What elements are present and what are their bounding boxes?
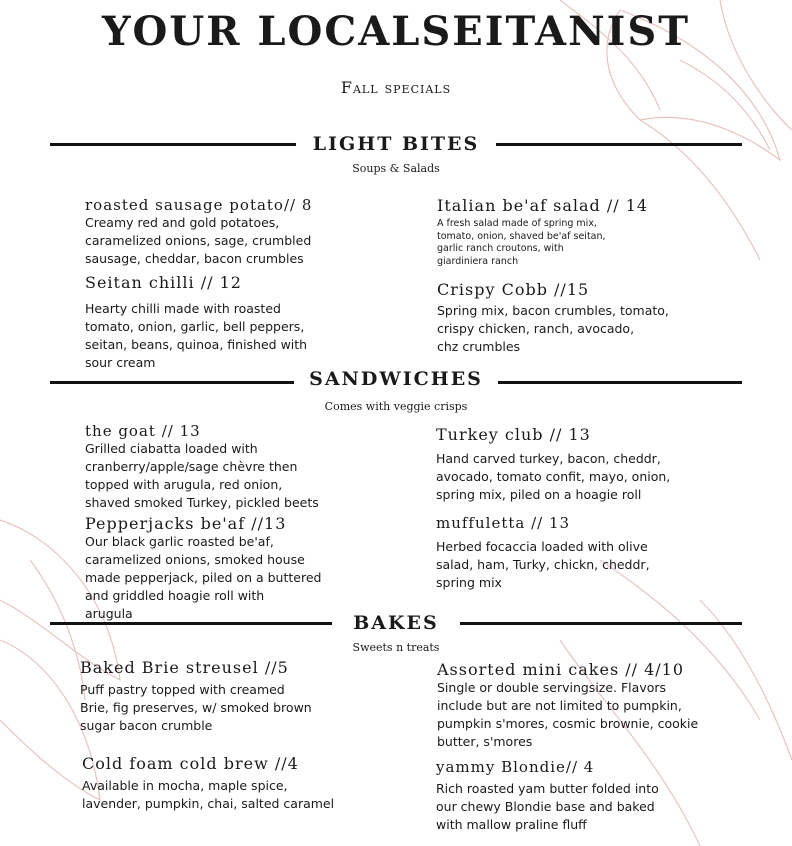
menu-item (437, 196, 648, 268)
section-title-sandwiches: SANDWICHES (309, 368, 483, 390)
menu-item (85, 422, 319, 512)
menu-item-description: Our black garlic roasted be'af, caramelized onions, smoked house made pepperjack, piled on a buttered and griddled hoagie roll with arugula (85, 534, 322, 621)
menu-item-name: Italian be'af salad // 14 (437, 196, 649, 215)
section-subtitle-light-bites: Soups & Salads (352, 162, 440, 175)
menu-item-name: Pepperjacks be'af //13 (85, 514, 287, 533)
menu-item-name: Baked Brie streusel //5 (80, 658, 289, 677)
menu-item-name: the goat // 13 (85, 422, 201, 440)
menu-item (436, 425, 670, 504)
section-subtitle-sandwiches: Comes with veggie crisps (324, 400, 468, 413)
section-divider-left (50, 143, 296, 146)
menu-item-name: muffuletta // 13 (436, 514, 571, 532)
menu-item-description: Rich roasted yam butter folded into our chewy Blondie base and baked with mallow praline fluff (436, 781, 659, 832)
menu-item-name: Cold foam cold brew //4 (82, 754, 299, 773)
menu-item-description: Hearty chilli made with roasted tomato, onion, garlic, bell peppers, seitan, beans, quinoa, finished with sour cream (85, 301, 308, 370)
section-divider-right (460, 622, 742, 625)
menu-item-description: A fresh salad made of spring mix, tomato, onion, shaved be'af seitan, garlic ranch croutons, with giardiniera ranch (437, 218, 606, 267)
section-divider-left (50, 622, 332, 625)
section-divider-right (496, 143, 742, 146)
menu-item-description: Available in mocha, maple spice, lavender, pumpkin, chai, salted caramel (82, 778, 335, 811)
section-divider-right (498, 381, 742, 384)
section-divider-left (50, 381, 294, 384)
section-title-light-bites: LIGHT BITES (312, 133, 480, 155)
menu-item (437, 280, 669, 356)
menu-item-name: Seitan chilli // 12 (85, 273, 242, 292)
menu-item (436, 758, 659, 834)
menu-item-description: Hand carved turkey, bacon, cheddr, avocado, tomato confit, mayo, onion, spring mix, piled on a hoagie roll (436, 451, 671, 502)
menu-item (436, 514, 650, 592)
menu-item-description: Single or double servingsize. Flavors include but are not limited to pumpkin, pumpkin s'mores, cosmic brownie, cookie butter, s'mores (437, 680, 699, 749)
section-title-bakes: BAKES (353, 612, 439, 634)
menu-item-name: Turkey club // 13 (436, 425, 591, 444)
menu-item (85, 196, 312, 268)
menu-item (85, 273, 307, 372)
menu-item (80, 658, 312, 735)
menu-title: YOUR LOCALSEITANIST (101, 8, 691, 55)
menu-item-description: Herbed focaccia loaded with olive salad, ham, Turky, chickn, cheddr, spring mix (436, 539, 650, 590)
menu-item-name: roasted sausage potato// 8 (85, 196, 313, 214)
menu-item (82, 754, 334, 813)
menu-item-name: Assorted mini cakes // 4/10 (437, 660, 685, 679)
menu-item (437, 660, 698, 751)
menu-item (85, 514, 321, 623)
menu-item-description: Puff pastry topped with creamed Brie, fig preserves, w/ smoked brown sugar bacon crumble (80, 682, 312, 733)
menu-item-description: Grilled ciabatta loaded with cranberry/apple/sage chèvre then topped with arugula, red onion, shaved smoked Turkey, pickled beets (85, 441, 319, 510)
menu-item-description: Creamy red and gold potatoes, caramelized onions, sage, crumbled sausage, cheddar, bacon crumbles (85, 215, 312, 266)
menu-item-description: Spring mix, bacon crumbles, tomato, crispy chicken, ranch, avocado, chz crumbles (437, 303, 669, 354)
menu-item-name: yammy Blondie// 4 (436, 758, 595, 776)
section-subtitle-bakes: Sweets n treats (352, 641, 440, 654)
menu-item-name: Crispy Cobb //15 (437, 280, 590, 299)
menu-subtitle: Fall specials (340, 78, 452, 97)
